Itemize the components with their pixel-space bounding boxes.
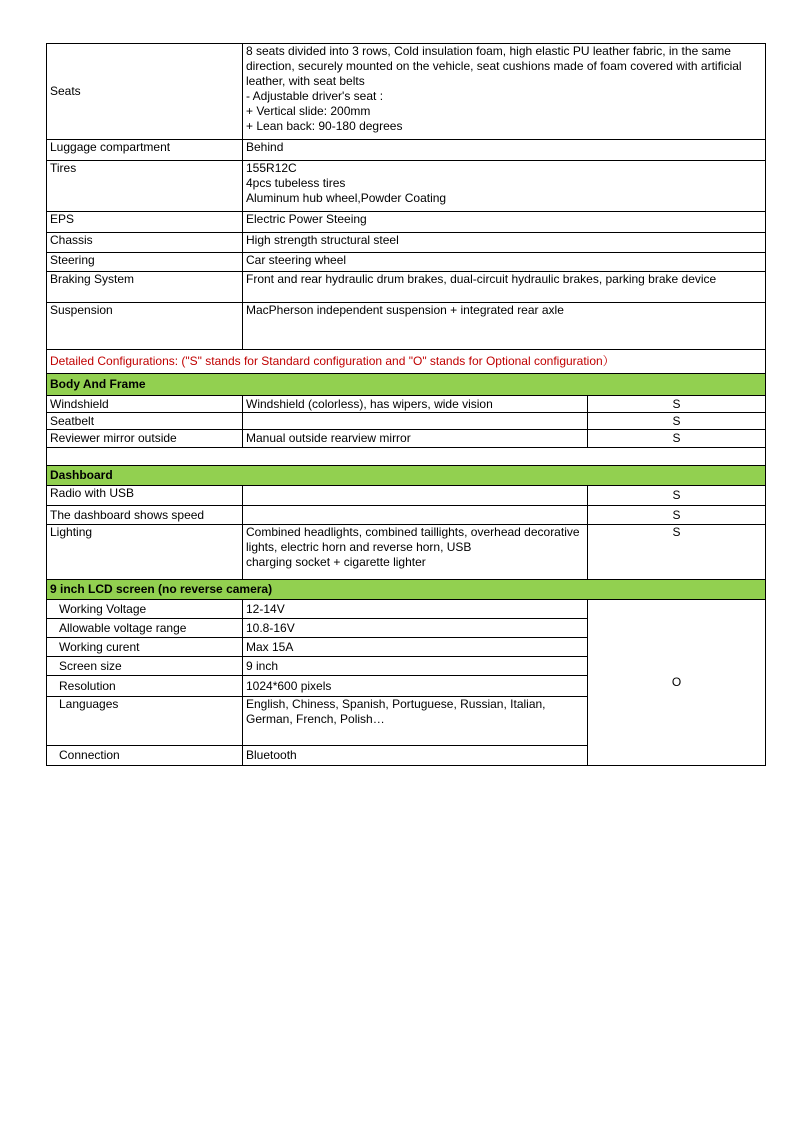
spec-value: 8 seats divided into 3 rows, Cold insulation foam, high elastic PU leather fabric, in the same direction, securely mounted on the vehicle, seat cushions made of foam covered with artificial leather, with seat belts - Adjustable driver's seat : + Vertical slide: 200mm + Lean back: 90-180 degrees [243, 44, 766, 140]
config-code: S [588, 506, 766, 525]
lcd-value: 10.8-16V [243, 619, 588, 638]
lcd-label: Screen size [47, 657, 243, 676]
spec-label: Seats [47, 44, 243, 140]
spec-row-steering [47, 253, 766, 272]
spec-value: Electric Power Steeing [243, 212, 766, 233]
config-desc [243, 506, 588, 525]
spec-value: MacPherson independent suspension + integrated rear axle [243, 303, 766, 350]
spec-value: Behind [243, 140, 766, 161]
config-label: Windshield [47, 396, 243, 413]
lcd-label: Resolution [47, 676, 243, 697]
config-note-row [47, 350, 766, 374]
config-row-seatbelt [47, 413, 766, 430]
config-note: Detailed Configurations: ("S" stands for Standard configuration and "O" stands for Optional configuration） [47, 350, 766, 374]
config-row-speed [47, 506, 766, 525]
lcd-config-code: O [588, 600, 766, 766]
spec-row-braking [47, 272, 766, 303]
lcd-label: Allowable voltage range [47, 619, 243, 638]
spec-label: Suspension [47, 303, 243, 350]
spec-label: Tires [47, 161, 243, 212]
spec-value: 155R12C 4pcs tubeless tires Aluminum hub wheel,Powder Coating [243, 161, 766, 212]
spec-row-seats [47, 44, 766, 140]
config-desc [243, 413, 588, 430]
spec-row-chassis [47, 233, 766, 253]
config-code: S [588, 396, 766, 413]
lcd-row-voltage [47, 600, 766, 619]
config-label: Lighting [47, 525, 243, 580]
spec-row-suspension [47, 303, 766, 350]
lcd-value: Max 15A [243, 638, 588, 657]
config-row-radio [47, 486, 766, 506]
config-code: S [588, 430, 766, 448]
lcd-value: 12-14V [243, 600, 588, 619]
spec-label: Chassis [47, 233, 243, 253]
lcd-value: Bluetooth [243, 746, 588, 766]
spacer-row [47, 448, 766, 466]
config-desc: Combined headlights, combined taillights, overhead decorative lights, electric horn and reverse horn, USB charging socket + cigarette lighter [243, 525, 588, 580]
lcd-label: Languages [47, 697, 243, 746]
config-code: S [588, 413, 766, 430]
lcd-value: 9 inch [243, 657, 588, 676]
section-header-body-frame [47, 374, 766, 396]
section-title: Dashboard [47, 466, 766, 486]
spec-table [46, 43, 766, 766]
spec-row-eps [47, 212, 766, 233]
section-header-lcd [47, 580, 766, 600]
spec-label: Braking System [47, 272, 243, 303]
config-label: The dashboard shows speed [47, 506, 243, 525]
spec-value: High strength structural steel [243, 233, 766, 253]
spec-sheet [46, 43, 765, 766]
spec-row-luggage [47, 140, 766, 161]
config-desc: Manual outside rearview mirror [243, 430, 588, 448]
config-label: Reviewer mirror outside [47, 430, 243, 448]
config-desc: Windshield (colorless), has wipers, wide vision [243, 396, 588, 413]
lcd-label: Working curent [47, 638, 243, 657]
section-title: Body And Frame [47, 374, 766, 396]
config-code: S [588, 486, 766, 506]
lcd-value: 1024*600 pixels [243, 676, 588, 697]
config-label: Seatbelt [47, 413, 243, 430]
spec-row-tires [47, 161, 766, 212]
config-desc [243, 486, 588, 506]
section-header-dashboard [47, 466, 766, 486]
config-label: Radio with USB [47, 486, 243, 506]
spec-label: Luggage compartment [47, 140, 243, 161]
config-code: S [588, 525, 766, 580]
lcd-label: Working Voltage [47, 600, 243, 619]
spec-value: Car steering wheel [243, 253, 766, 272]
spec-label: EPS [47, 212, 243, 233]
config-row-windshield [47, 396, 766, 413]
config-row-lighting [47, 525, 766, 580]
spec-value: Front and rear hydraulic drum brakes, dual-circuit hydraulic brakes, parking brake device [243, 272, 766, 303]
spec-label: Steering [47, 253, 243, 272]
config-row-mirror [47, 430, 766, 448]
lcd-label: Connection [47, 746, 243, 766]
spacer-cell [47, 448, 766, 466]
section-title: 9 inch LCD screen (no reverse camera) [47, 580, 766, 600]
lcd-value: English, Chiness, Spanish, Portuguese, Russian, Italian, German, French, Polish… [243, 697, 588, 746]
